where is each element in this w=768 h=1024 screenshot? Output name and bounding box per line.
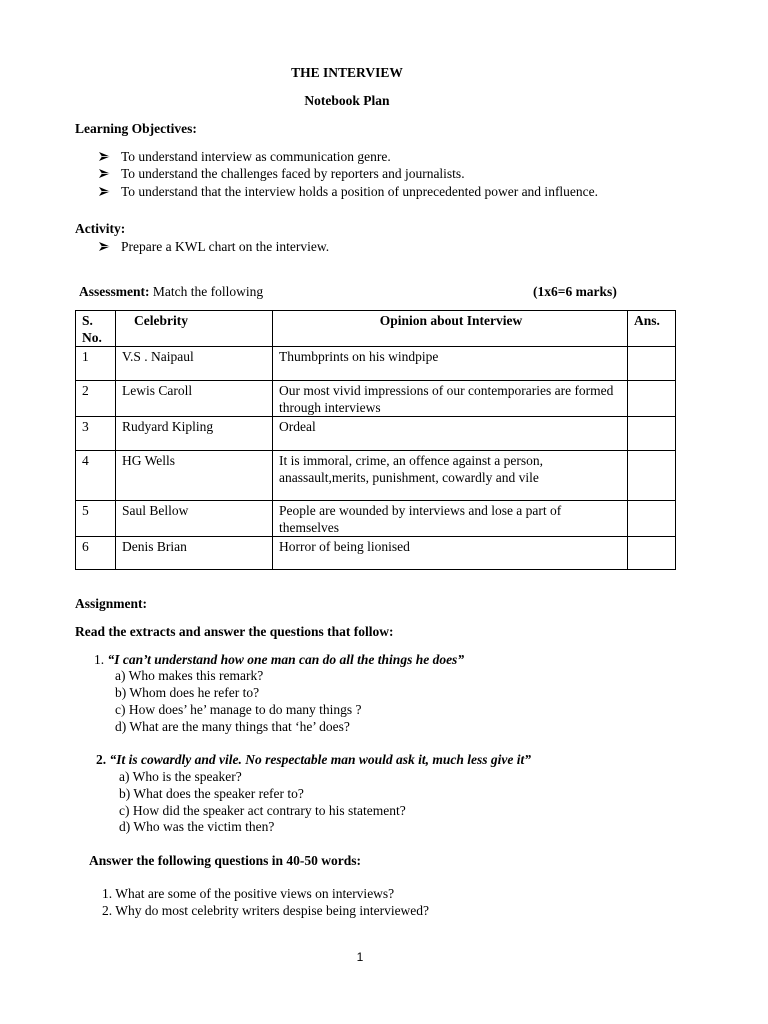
answer-cell[interactable] — [628, 381, 676, 417]
row-number: 3 — [76, 417, 116, 451]
short-answer-heading: Answer the following questions in 40-50 words: — [89, 853, 362, 868]
list-item — [98, 148, 391, 165]
extract-quote: “It is cowardly and vile. No respectable man would ask it, much less give it” — [109, 752, 531, 767]
row-number: 4 — [76, 451, 116, 501]
celebrity-name: Rudyard Kipling — [116, 417, 273, 451]
row-number: 6 — [76, 537, 116, 570]
question-line: c) How did the speaker act contrary to his statement? — [119, 803, 406, 818]
objective-text: To understand the challenges faced by reporters and journalists. — [121, 166, 465, 181]
celebrity-name: Lewis Caroll — [116, 381, 273, 417]
objectives-heading: Learning Objectives: — [75, 121, 197, 136]
answer-cell[interactable] — [628, 417, 676, 451]
assessment-marks: (1x6=6 marks) — [533, 284, 617, 299]
question-line: c) How does’ he’ manage to do many things ? — [115, 702, 362, 717]
table-header-row — [76, 311, 676, 347]
celebrity-name: V.S . Naipaul — [116, 347, 273, 381]
extract-number: 1. — [94, 652, 105, 667]
celebrity-name: Denis Brian — [116, 537, 273, 570]
assignment-heading: Assignment: — [75, 596, 148, 611]
opinion-text: Ordeal — [273, 417, 628, 451]
question-line: d) What are the many things that ‘he’ does? — [115, 719, 350, 734]
arrow-bullet-icon — [98, 183, 121, 200]
row-number: 2 — [76, 381, 116, 417]
table-row — [76, 381, 676, 417]
match-table — [75, 310, 676, 570]
short-question: 2. Why do most celebrity writers despise being interviewed? — [102, 903, 430, 918]
question-line: a) Who is the speaker? — [119, 769, 242, 784]
table-row — [76, 501, 676, 537]
opinion-text: People are wounded by interviews and lose a part of themselves — [273, 501, 628, 537]
question-line: b) What does the speaker refer to? — [119, 786, 304, 801]
celebrity-name: Saul Bellow — [116, 501, 273, 537]
answer-cell[interactable] — [628, 451, 676, 501]
arrow-bullet-icon — [98, 238, 121, 255]
celebrity-name: HG Wells — [116, 451, 273, 501]
table-row — [76, 417, 676, 451]
assessment-label: Assessment: — [79, 284, 150, 299]
header-ans: Ans. — [628, 311, 676, 347]
list-item — [98, 238, 329, 255]
short-question: 1. What are some of the positive views on interviews? — [102, 886, 395, 901]
opinion-text: Our most vivid impressions of our contemporaries are formed through interviews — [273, 381, 628, 417]
activity-text: Prepare a KWL chart on the interview. — [121, 239, 330, 254]
opinion-text: It is immoral, crime, an offence against a person, anassault,merits, punishment, cowardly and vile — [273, 451, 628, 501]
extract-number: 2. — [96, 752, 107, 767]
header-celebrity: Celebrity — [116, 311, 273, 347]
answer-cell[interactable] — [628, 537, 676, 570]
list-item — [98, 183, 598, 200]
objective-text: To understand that the interview holds a position of unprecedented power and influence. — [121, 184, 599, 199]
extract-quote: “I can’t understand how one man can do all the things he does” — [107, 652, 465, 667]
opinion-text: Thumbprints on his windpipe — [273, 347, 628, 381]
table-row — [76, 537, 676, 570]
page-subtitle: Notebook Plan — [304, 93, 390, 108]
question-line: d) Who was the victim then? — [119, 819, 275, 834]
assessment-instruction: Match the following — [152, 284, 264, 299]
opinion-text: Horror of being lionised — [273, 537, 628, 570]
answer-cell[interactable] — [628, 347, 676, 381]
objective-text: To understand interview as communication genre. — [121, 149, 391, 164]
question-line: a) Who makes this remark? — [115, 668, 264, 683]
activity-heading: Activity: — [75, 221, 126, 236]
header-opinion: Opinion about Interview — [273, 311, 628, 347]
extract-1 — [94, 651, 464, 668]
question-line: b) Whom does he refer to? — [115, 685, 260, 700]
page-title: THE INTERVIEW — [291, 65, 403, 80]
list-item — [98, 165, 465, 182]
page-number: 1 — [356, 950, 364, 964]
answer-cell[interactable] — [628, 501, 676, 537]
assignment-instruction: Read the extracts and answer the questions that follow: — [75, 624, 394, 639]
table-row — [76, 347, 676, 381]
extract-2 — [96, 751, 531, 768]
table-row — [76, 451, 676, 501]
header-sno: S. No. — [76, 311, 116, 347]
row-number: 5 — [76, 501, 116, 537]
arrow-bullet-icon — [98, 165, 121, 182]
assessment-line — [79, 283, 263, 300]
row-number: 1 — [76, 347, 116, 381]
arrow-bullet-icon — [98, 148, 121, 165]
